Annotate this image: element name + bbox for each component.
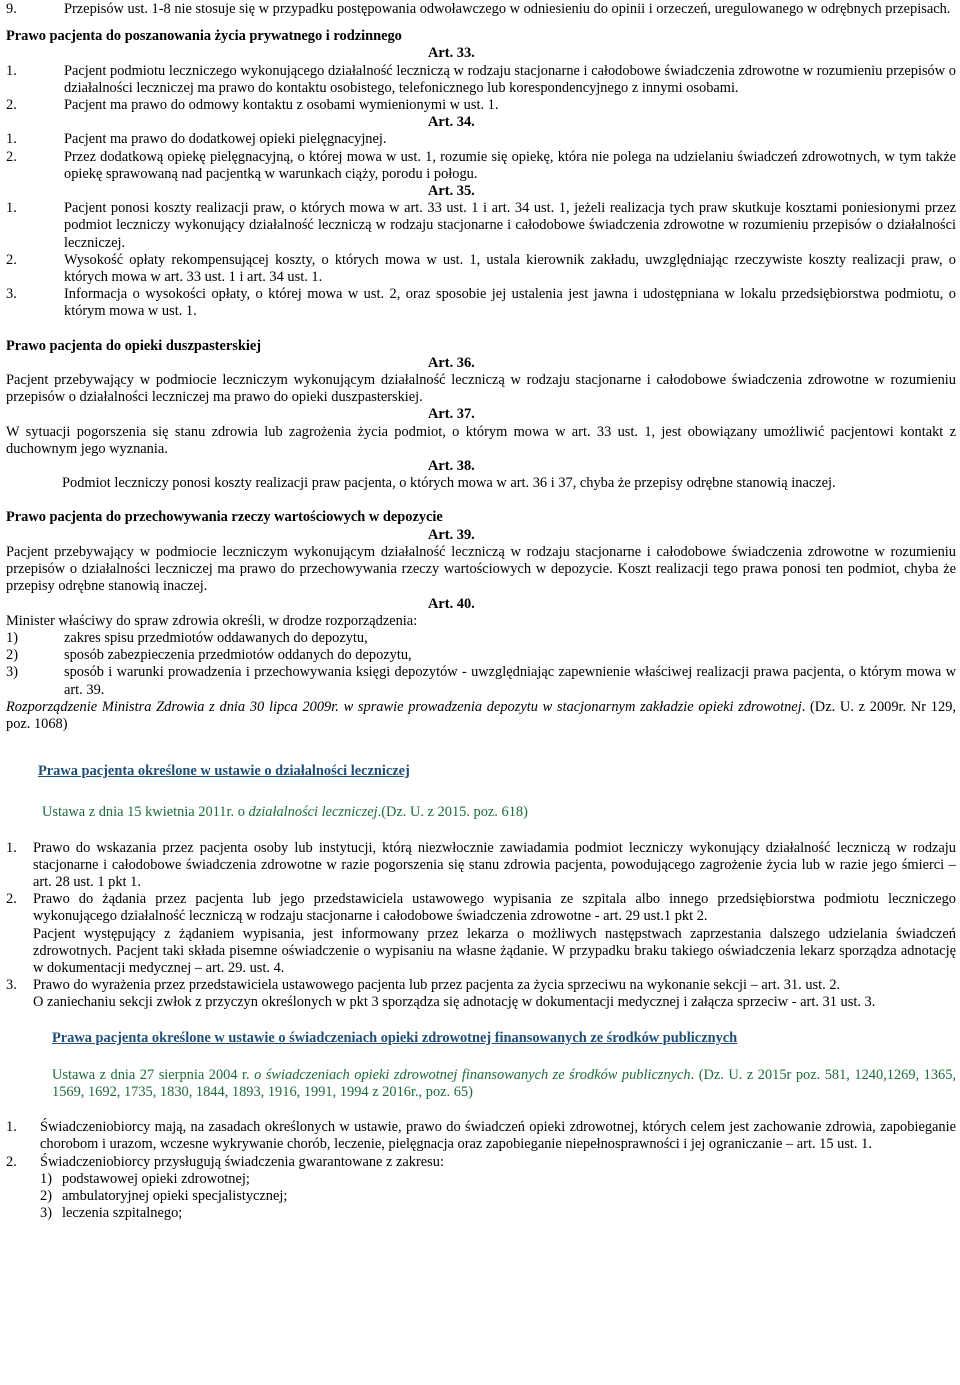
act-citation bbox=[6, 804, 956, 821]
regulation-source: . (Dz. U. z 2009r. Nr 129, poz. 1068) bbox=[6, 698, 956, 732]
item-number: 1) bbox=[40, 1170, 52, 1187]
list-item bbox=[6, 1154, 956, 1171]
item-number: 2. bbox=[6, 148, 17, 165]
item-text: Prawo do wyrażenia przez przedstawiciela ustawowego pacjenta lub przez pacjenta za życia sprzeciwu na wykonanie sekcji – art. 31. ust. 2. bbox=[33, 977, 841, 994]
list-item bbox=[6, 1205, 956, 1222]
list-item bbox=[6, 840, 956, 892]
item-number: 1. bbox=[6, 62, 17, 79]
item-number: 1. bbox=[6, 200, 17, 217]
item-text: sposób i warunki prowadzenia i przechowywania księgi depozytów - uwzględniając zapewnienie właściwej realizacji prawa pacjenta, o którym mowa w art. 39. bbox=[64, 664, 956, 698]
item-text: Prawo do wskazania przez pacjenta osoby lub instytucji, którą niezwłocznie zawiadamia podmiot leczniczy wykonujący działalność leczniczą w rodzaju stacjonarne i całodobowe świadczenia zdrowotne w razie pogorszenia się stanu zdrowia pacjenta, powodującego zagrożenie życia lub w razie jego śmierci – art. 28 ust. 1 pkt 1. bbox=[33, 839, 956, 890]
list-item bbox=[6, 63, 956, 97]
section-heading-privacy: Prawo pacjenta do poszanowania życia prywatnego i rodzinnego bbox=[6, 28, 402, 45]
act-citation-source: .(Dz. U. z 2015. poz. 618) bbox=[377, 804, 528, 821]
item-continuation: Pacjent występujący z żądaniem wypisania, jest informowany przez lekarza o możliwych następstwach zaprzestania dalszego udzielania świadczeń zdrowotnych. Pacjent taki składa pisemne oświadczenie o wypisaniu na własne żądanie. W przypadku braku takiego oświadczenia lekarz sporządza adnotację w dokumentacji medycznej – art. 29. ust. 4. bbox=[33, 925, 956, 976]
item-number: 2. bbox=[6, 251, 17, 268]
list-item bbox=[6, 1188, 956, 1205]
item-number: 2. bbox=[6, 891, 17, 908]
list-item bbox=[6, 286, 956, 320]
act-citation-title: o świadczeniach opieki zdrowotnej finansowanych ze środków publicznych bbox=[254, 1066, 691, 1083]
item-text: Pacjent ma prawo do odmowy kontaktu z osobami wymienionymi w ust. 1. bbox=[64, 97, 499, 114]
act-citation bbox=[6, 1067, 956, 1101]
list-item bbox=[6, 1171, 956, 1188]
act-citation-prefix: Ustawa z dnia 15 kwietnia 2011r. o bbox=[42, 804, 249, 821]
article-heading: Art. 33. bbox=[428, 45, 475, 62]
list-item bbox=[6, 252, 956, 286]
item-text: ambulatoryjnej opieki specjalistycznej; bbox=[62, 1187, 288, 1204]
item-number: 3. bbox=[6, 977, 17, 994]
item-text: Pacjent ma prawo do dodatkowej opieki pielęgnacyjnej. bbox=[64, 131, 387, 148]
item-number: 9. bbox=[6, 1, 17, 17]
article-text: W sytuacji pogorszenia się stanu zdrowia lub zagrożenia życia podmiot, o którym mowa w art. 33 ust. 1, jest obowiązany umożliwić pacjentowi kontakt z duchownym jego wyznania. bbox=[6, 423, 956, 457]
act-citation-prefix: Ustawa z dnia 27 sierpnia 2004 r. bbox=[52, 1066, 255, 1083]
list-item bbox=[6, 647, 956, 664]
item-number: 1) bbox=[6, 629, 18, 646]
item-number: 1. bbox=[6, 839, 17, 856]
item-text: Wysokość opłaty rekompensującej koszty, o których mowa w ust. 1, ustala kierownik zakładu, uwzględniając rzeczywiste koszty realizacji praw, o których mowa w art. 33 ust. 1 i art. 34 ust. 1. bbox=[64, 251, 956, 286]
item-number: 2) bbox=[6, 647, 18, 664]
item-text: leczenia szpitalnego; bbox=[62, 1205, 183, 1222]
benefits-law-link[interactable]: Prawa pacjenta określone w ustawie o świadczeniach opieki zdrowotnej finansowanych ze środków publicznych bbox=[52, 1029, 738, 1046]
item-number: 1. bbox=[6, 131, 17, 148]
activity-law-link[interactable]: Prawa pacjenta określone w ustawie o działalności leczniczej bbox=[38, 763, 410, 780]
list-item bbox=[6, 97, 956, 114]
item-number: 3) bbox=[6, 664, 18, 681]
article-heading: Art. 40. bbox=[428, 595, 475, 612]
list-item bbox=[6, 1119, 956, 1153]
article-heading: Art. 39. bbox=[428, 526, 475, 543]
item-continuation: O zaniechaniu sekcji zwłok z przyczyn określonych w pkt 3 sporządza się adnotację w dokumentacji medycznej i załącza sprzeciw - art. 31 ust. 3. bbox=[33, 994, 876, 1011]
article-text: Pacjent przebywający w podmiocie leczniczym wykonującym działalność leczniczą w rodzaju stacjonarne i całodobowe świadczenia zdrowotne w rozumieniu przepisów o działalności leczniczej ma prawo do przechowywania rzeczy wartościowych w depozycie. Koszt realizacji tego prawa ponosi ten podmiot, chyba że przepisy odrębne stanowią inaczej. bbox=[6, 543, 956, 595]
section-heading-deposit: Prawo pacjenta do przechowywania rzeczy wartościowych w depozycie bbox=[6, 509, 443, 526]
item-text: Pacjent ponosi koszty realizacji praw, o których mowa w art. 33 ust. 1 i art. 34 ust. 1, jeżeli realizacja tych praw skutkuje kosztami poniesionymi przez podmiot leczniczy wykonujący działalność leczniczą w rodzaju stacjonarne i całodobowe świadczenia zdrowotne w rozumieniu przepisów o działalności leczniczej. bbox=[64, 200, 956, 251]
article-heading: Art. 38. bbox=[428, 458, 475, 475]
item-number: 3. bbox=[6, 286, 17, 303]
item-number: 2) bbox=[40, 1187, 52, 1204]
list-item bbox=[6, 664, 956, 698]
item-text: Przepisów ust. 1-8 nie stosuje się w przypadku postępowania odwoławczego w odniesieniu do opinii i orzeczeń, uregulowanego w odrębnych przepisach. bbox=[64, 1, 951, 17]
list-item bbox=[6, 630, 956, 647]
article-heading: Art. 36. bbox=[428, 354, 475, 371]
article-text: Pacjent przebywający w podmiocie leczniczym wykonującym działalność leczniczą w rodzaju stacjonarne i całodobowe świadczenia zdrowotne w rozumieniu przepisów o działalności leczniczej ma prawo do opieki duszpasterskiej. bbox=[6, 372, 956, 406]
list-item bbox=[6, 891, 956, 925]
act-citation-source: . (Dz. U. z 2015r poz. 581, 1240,1269, 1365, 1569, 1692, 1735, 1830, 1844, 1893, 1916, 1991, 1994 z 2016r., poz. 65) bbox=[52, 1066, 957, 1100]
act-citation-title: działalności leczniczej bbox=[248, 804, 378, 821]
article-text: Minister właściwy do spraw zdrowia określi, w drodze rozporządzenia: bbox=[6, 612, 418, 629]
item-text: Świadczeniobiorcy mają, na zasadach określonych w ustawie, prawo do świadczeń opieki zdrowotnej, których celem jest zachowanie zdrowia, zapobieganie chorobom i urazom, wczesne wykrywanie chorób, leczenie, pielęgnacja oraz zapobieganie niepełnosprawności i jej ograniczanie – art. 15 ust. 1. bbox=[40, 1119, 956, 1153]
item-number: 2. bbox=[6, 1153, 17, 1170]
item-text: Przez dodatkową opiekę pielęgnacyjną, o której mowa w ust. 1, rozumie się opiekę, która nie polega na udzielaniu świadczeń zdrowotnych, w tym także opiekę sprawowaną nad pacjentką w warunkach ciąży, porodu i połogu. bbox=[64, 148, 956, 182]
article-heading: Art. 34. bbox=[428, 114, 475, 131]
item-text: podstawowej opieki zdrowotnej; bbox=[62, 1170, 250, 1187]
item-text: Świadczeniobiorcy przysługują świadczenia gwarantowane z zakresu: bbox=[40, 1153, 444, 1170]
list-item bbox=[6, 149, 956, 183]
article-text: Podmiot leczniczy ponosi koszty realizacji praw pacjenta, o których mowa w art. 36 i 37, chyba że przepisy odrębne stanowią inaczej. bbox=[62, 475, 836, 492]
item-text: Informacja o wysokości opłaty, o której mowa w ust. 2, oraz sposobie jej ustalenia jest jawna i udostępniana w lokalu przedsiębiorstwa podmiotu, o którym mowa w ust. 1. bbox=[64, 286, 956, 320]
regulation-title: Rozporządzenie Ministra Zdrowia z dnia 30 lipca 2009r. w sprawie prowadzenia depozytu w stacjonarnym zakładzie opieki zdrowotnej bbox=[6, 698, 802, 715]
item-text: Prawo do żądania przez pacjenta lub jego przedstawiciela ustawowego wypisania ze szpitala albo innego przedsiębiorstwa podmiotu leczniczego wykonującego działalność leczniczą w rodzaju stacjonarne i całodobowe świadczenia zdrowotne - art. 29 ust.1 pkt 2. bbox=[33, 891, 956, 925]
list-item bbox=[6, 977, 956, 994]
item-number: 3) bbox=[40, 1205, 52, 1222]
list-item bbox=[6, 131, 956, 148]
article-heading: Art. 37. bbox=[428, 406, 475, 423]
list-item bbox=[6, 200, 956, 252]
item-text: sposób zabezpieczenia przedmiotów oddanych do depozytu, bbox=[64, 647, 412, 664]
section-heading-pastoral: Prawo pacjenta do opieki duszpasterskiej bbox=[6, 337, 262, 354]
regulation-reference bbox=[6, 699, 956, 733]
list-item bbox=[6, 1, 956, 18]
item-number: 1. bbox=[6, 1119, 17, 1136]
item-text: zakres spisu przedmiotów oddawanych do depozytu, bbox=[64, 629, 368, 646]
item-number: 2. bbox=[6, 97, 17, 114]
article-heading: Art. 35. bbox=[428, 183, 475, 200]
item-text: Pacjent podmiotu leczniczego wykonującego działalność leczniczą w rodzaju stacjonarne i całodobowe świadczenia zdrowotne w rozumieniu przepisów o działalności leczniczej ma prawo do kontaktu osobistego, telefonicznego lub korespondencyjnego z innymi osobami. bbox=[64, 62, 956, 96]
